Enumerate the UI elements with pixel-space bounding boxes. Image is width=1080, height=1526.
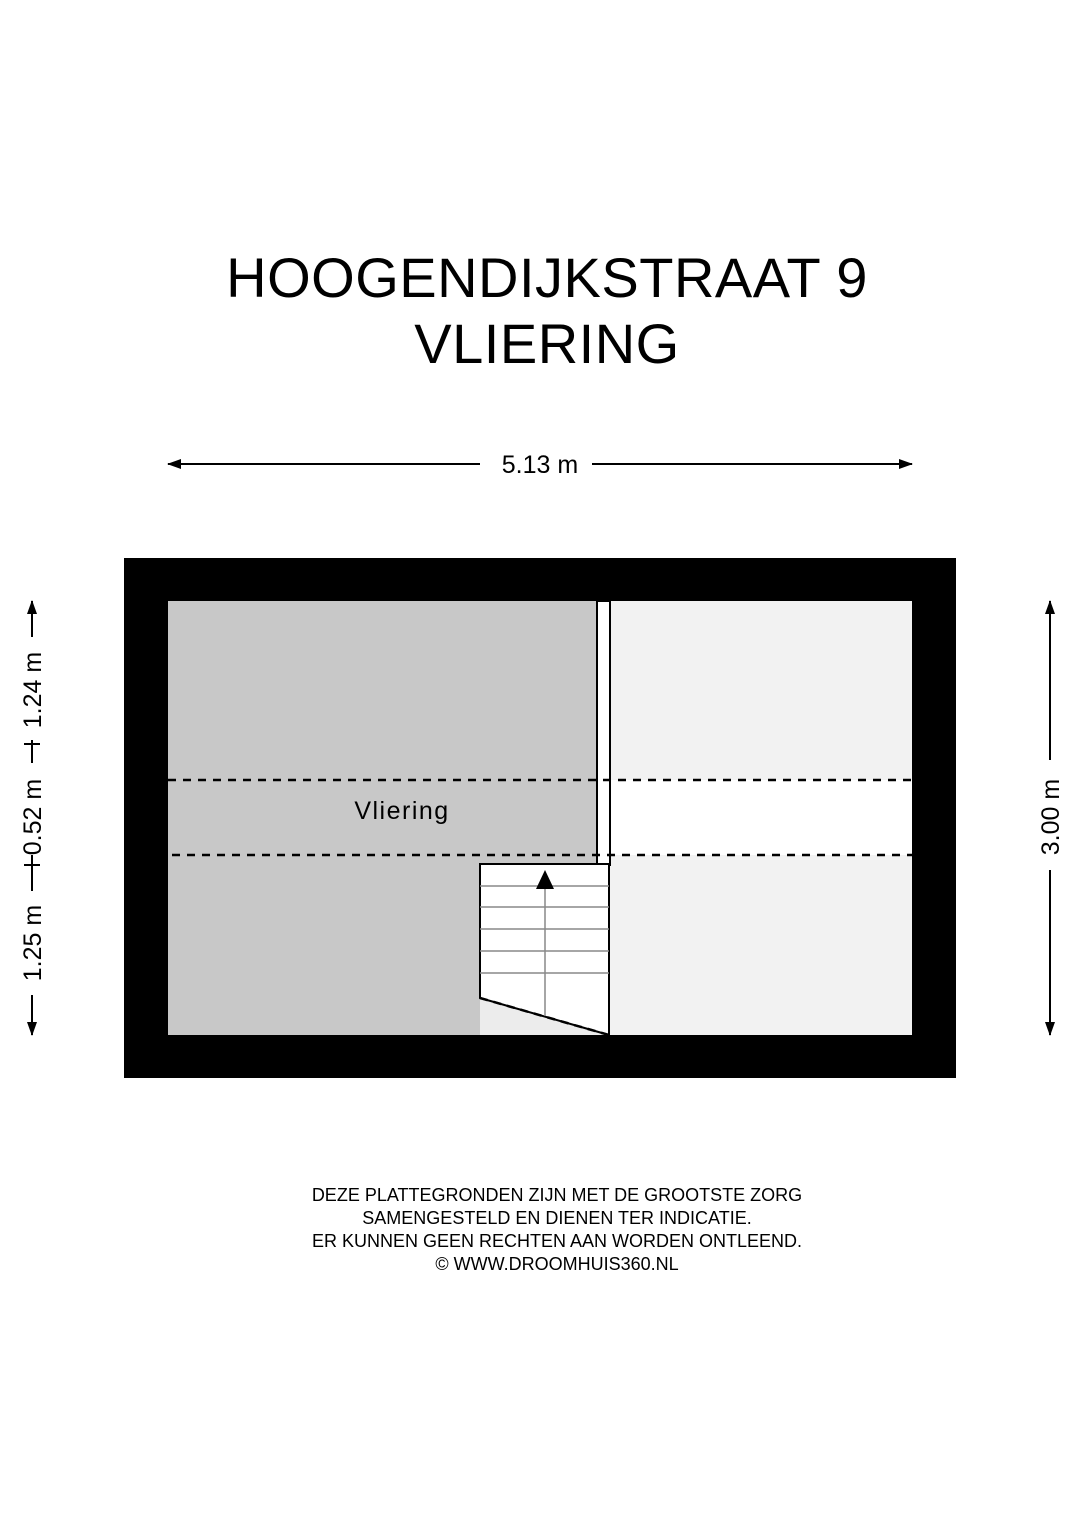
right-dimension [1037, 601, 1065, 1035]
disclaimer-line-2: SAMENGESTELD EN DIENEN TER INDICATIE. [362, 1208, 752, 1228]
disclaimer [0, 1184, 1080, 1276]
width-label: 5.13 m [501, 451, 579, 479]
plan-title: HOOGENDIJKSTRAAT 9 [226, 246, 868, 309]
copyright: © WWW.DROOMHUIS360.NL [435, 1254, 679, 1274]
disclaimer-line-1: DEZE PLATTEGRONDEN ZIJN MET DE GROOTSTE ZORG [311, 1185, 803, 1205]
dim-label-bottom: 1.25 m [19, 904, 47, 982]
disclaimer-line-3: ER KUNNEN GEEN RECHTEN AAN WORDEN ONTLEEND. [311, 1231, 803, 1251]
room-label-vliering: Vliering [354, 797, 450, 825]
left-dimension-chain [19, 601, 47, 1035]
dim-label-middle: 0.52 m [19, 778, 47, 856]
floor-name: VLIERING [414, 312, 680, 375]
height-label: 3.00 m [1037, 778, 1065, 856]
dim-label-top: 1.24 m [19, 651, 47, 729]
width-dimension [168, 451, 912, 479]
stair [480, 864, 609, 1035]
partition-wall [597, 601, 610, 865]
headroom-band [610, 780, 912, 855]
